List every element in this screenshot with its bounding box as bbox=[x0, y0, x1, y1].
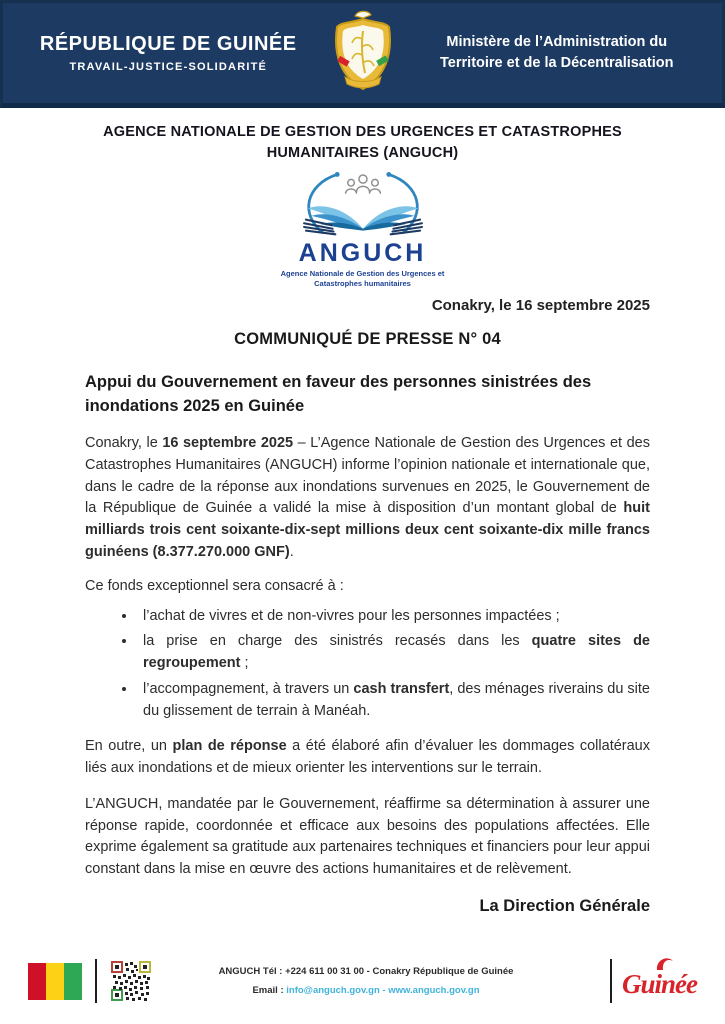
anguch-tagline-line1: Agence Nationale de Gestion des Urgences et bbox=[280, 269, 445, 279]
email-label: Email : bbox=[252, 985, 284, 996]
footer-contact-block bbox=[152, 966, 610, 996]
anguch-acronym: ANGUCH bbox=[298, 239, 427, 268]
paragraph-response-plan: En outre, un plan de réponse a été élaboré afin d’évaluer les dommages collatéraux liés aux inondations et de mieux orienter les interventions sur le terrain. bbox=[85, 738, 650, 777]
allocation-list bbox=[85, 606, 650, 723]
list-item: • la prise en charge des sinistrés recasés dans les quatre sites de regroupement ; bbox=[137, 631, 650, 675]
footer-tel-line: ANGUCH Tél : +224 611 00 31 00 - Conakry République de Guinée bbox=[218, 966, 514, 977]
anguch-logo bbox=[0, 168, 725, 289]
anguch-tagline bbox=[0, 269, 725, 289]
header-banner bbox=[0, 0, 725, 108]
subject-heading: Appui du Gouvernement en faveur des personnes sinistrées des inondations 2025 en Guinée bbox=[85, 373, 592, 416]
ministry-title bbox=[406, 32, 709, 74]
paragraph-commitment: L’ANGUCH, mandatée par le Gouvernement, réaffirme sa détermination à assurer une réponse rapide, coordonnée et efficace aux besoins des populations affectées. Elle exprime également sa gratitude aux partenaires techniques et financiers pour leur appui constant dans la mise en œuvre des actions humanitaires et de relèvement. bbox=[85, 795, 650, 878]
funds-intro: Ce fonds exceptionnel sera consacré à : bbox=[85, 577, 344, 594]
footer-divider bbox=[610, 959, 612, 1003]
ministry-line2: Territoire et de la Décentralisation bbox=[440, 55, 674, 71]
agency-title-line2: HUMANITAIRES (ANGUCH) bbox=[266, 145, 459, 162]
national-motto: TRAVAIL-JUSTICE-SOLIDARITÉ bbox=[69, 61, 268, 73]
footer bbox=[0, 950, 725, 1012]
guinee-brand-logo bbox=[622, 963, 697, 1000]
agency-title bbox=[0, 122, 725, 164]
footer-divider bbox=[95, 959, 97, 1003]
anguch-emblem-icon bbox=[273, 168, 453, 238]
agency-title-line1: AGENCE NATIONALE DE GESTION DES URGENCES ET CATASTROPHES bbox=[103, 124, 622, 140]
guinea-flag-icon bbox=[28, 963, 82, 1000]
paragraph-funding: Conakry, le 16 septembre 2025 – L’Agence Nationale de Gestion des Urgences et des Catastrophes Humanitaires (ANGUCH) informe l’opinion nationale et internationale que, dans le cadre de la réponse aux inondations survenues en 2025, le Gouvernement de la République de Guinée a validé la mise à disposition d’un montant global de huit milliards trois cent soixante-dix-sept millions deux cent soixante-dix mille francs guinéens (8.377.270.000 GNF). bbox=[85, 435, 650, 560]
footer-right-block bbox=[610, 959, 697, 1003]
qr-code-icon bbox=[110, 960, 152, 1002]
ministry-line1: Ministère de l’Administration du bbox=[446, 33, 668, 50]
footer-left-block bbox=[28, 959, 152, 1003]
footer-email-line bbox=[152, 985, 580, 996]
guinee-swirl-icon bbox=[655, 956, 675, 971]
guinee-brand-text: Guinée bbox=[622, 968, 697, 999]
dateline: Conakry, le 16 septembre 2025 bbox=[431, 297, 650, 315]
press-release-title: COMMUNIQUÉ DE PRESSE N° 04 bbox=[234, 330, 501, 349]
signature: La Direction Générale bbox=[479, 896, 650, 915]
anguch-tagline-line2: Catastrophes humanitaires bbox=[314, 279, 411, 289]
guinea-coat-of-arms-icon bbox=[320, 7, 406, 99]
email-website-links[interactable]: info@anguch.gov.gn - www.anguch.gov.gn bbox=[286, 985, 480, 996]
document-body bbox=[0, 297, 725, 916]
list-item: • l’achat de vivres et de non-vivres pour les personnes impactées ; bbox=[137, 606, 650, 628]
republic-title: RÉPUBLIQUE DE GUINÉE bbox=[39, 33, 297, 55]
header-left-block bbox=[17, 33, 320, 73]
list-item: • l’accompagnement, à travers un cash transfert, des ménages riverains du site du glissement de terrain à Manéah. bbox=[137, 679, 650, 723]
